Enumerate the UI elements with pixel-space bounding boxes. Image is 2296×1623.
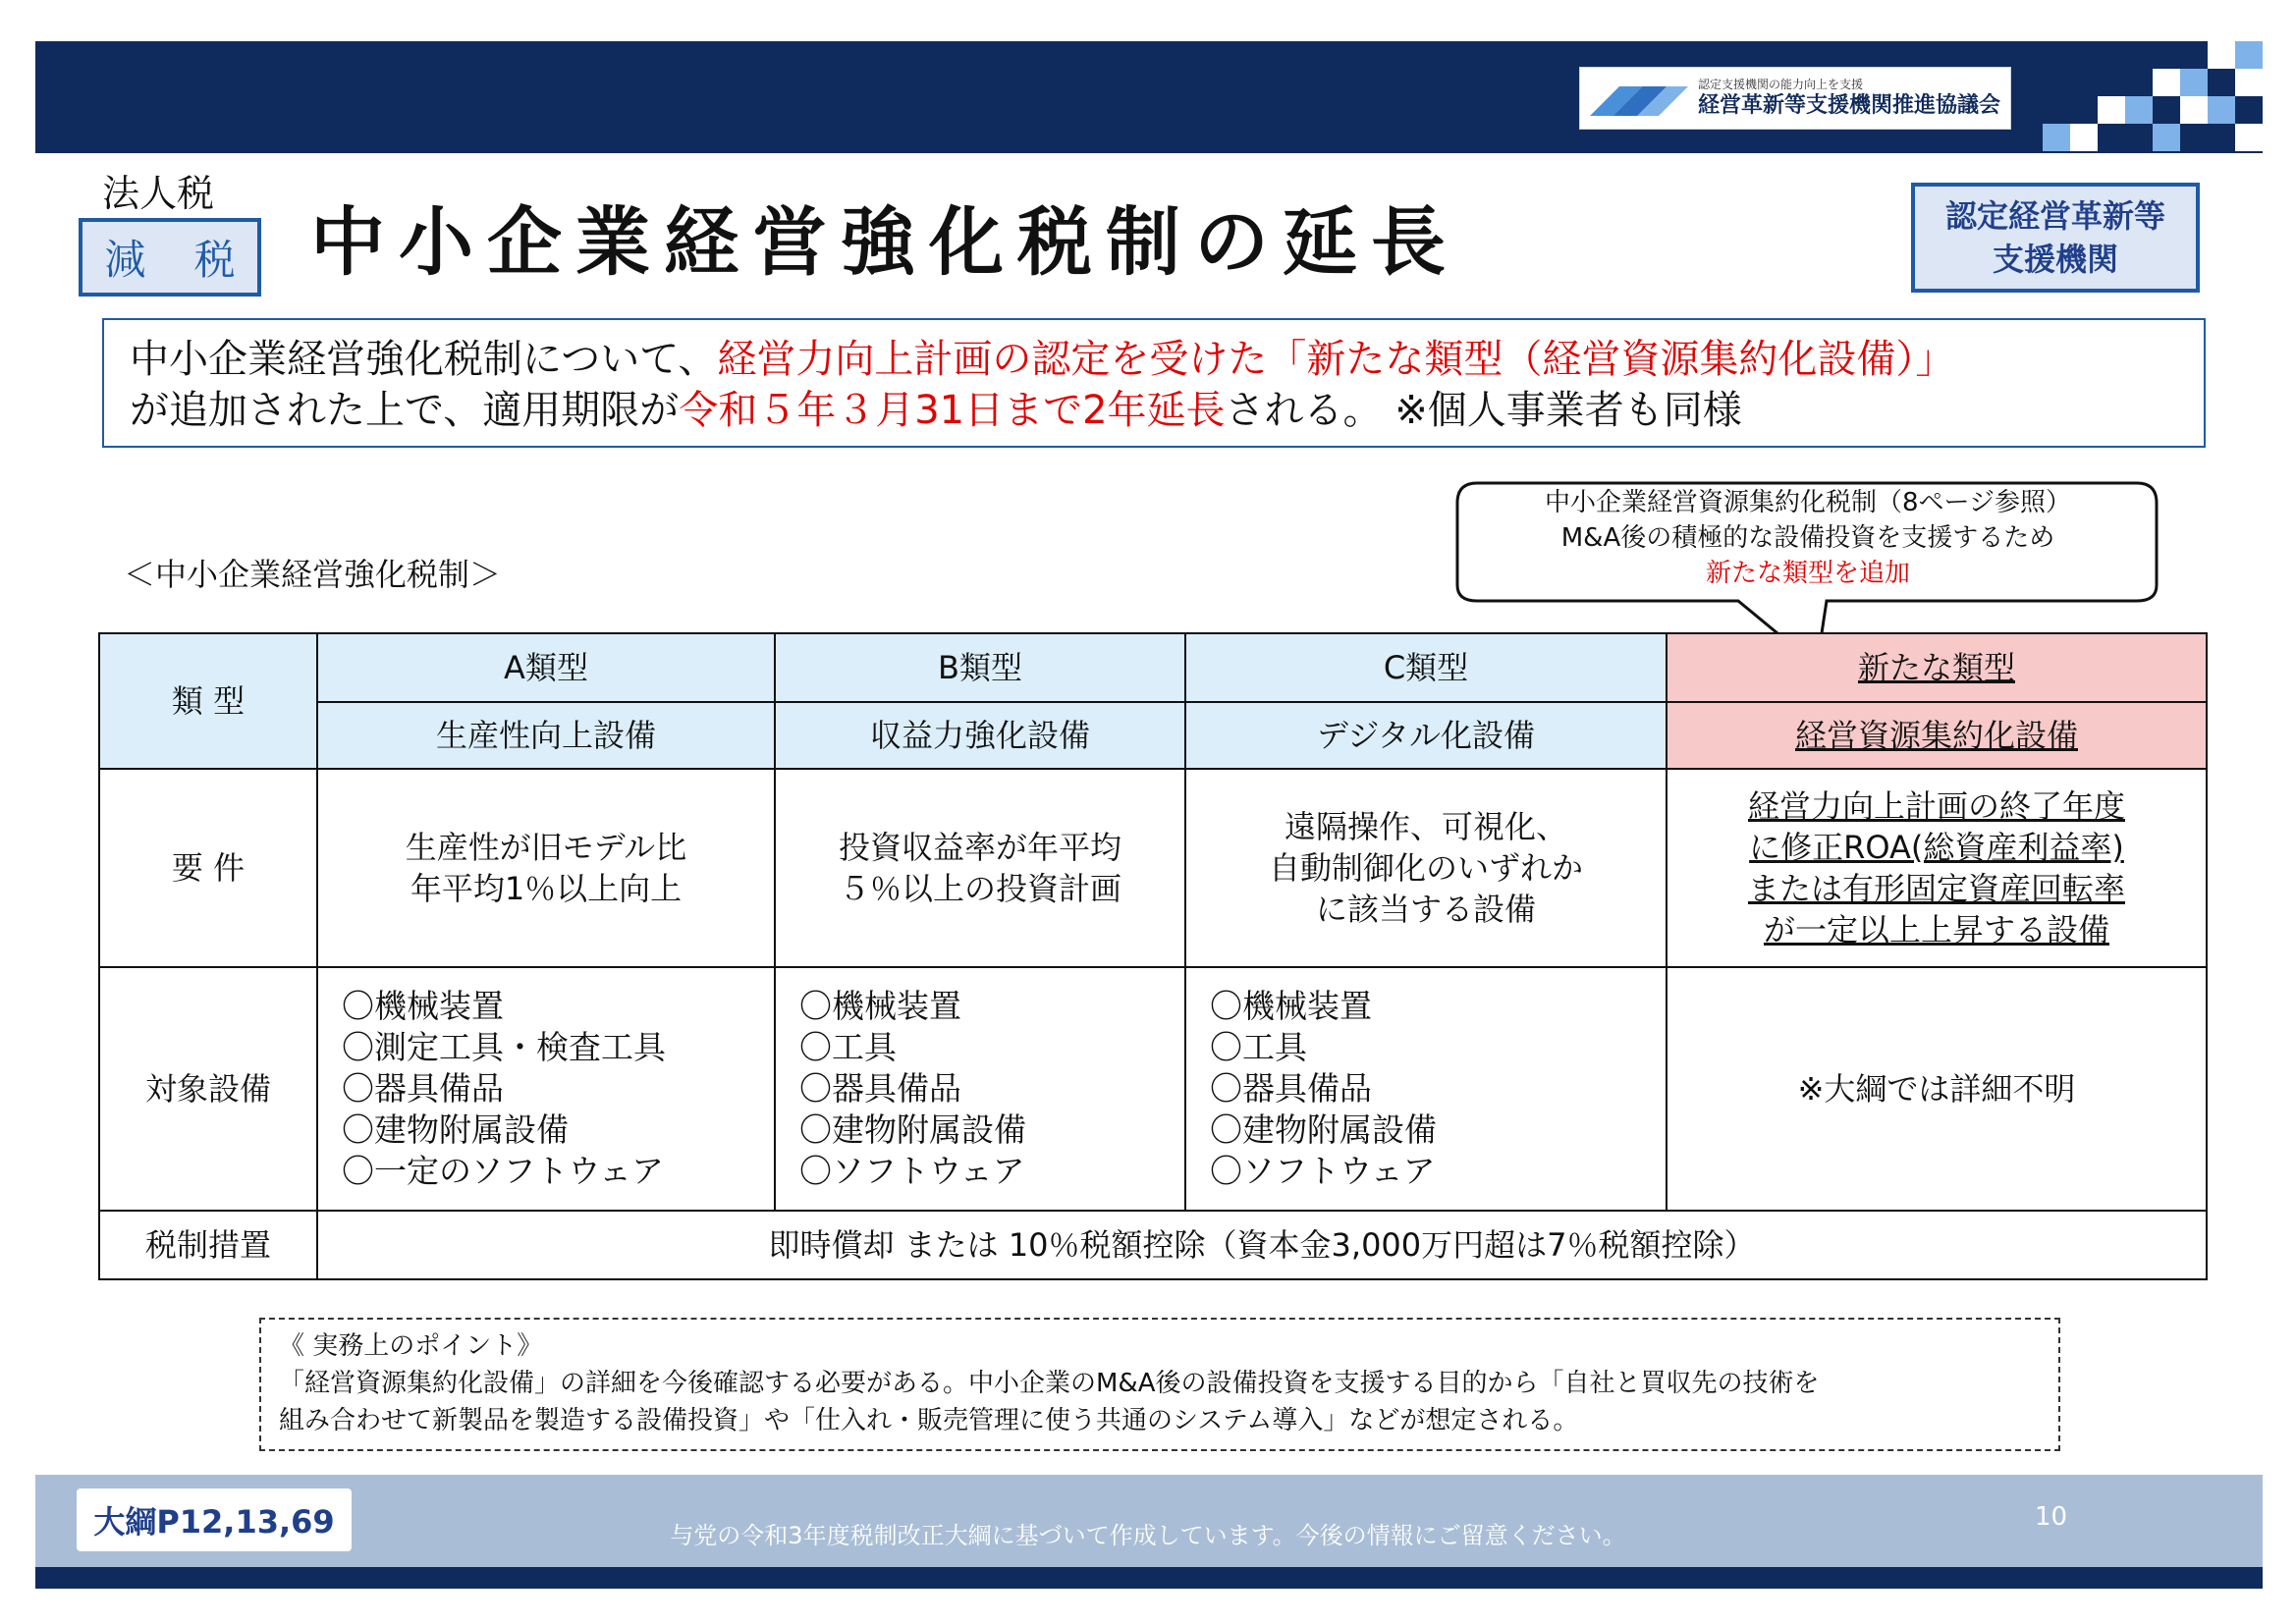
tax-cut-tag: 減 税 [79, 218, 261, 297]
type-c-name: C類型 [1185, 633, 1667, 702]
requirement-new [1667, 769, 2207, 967]
row-label-tax: 税制措置 [99, 1211, 317, 1279]
list-item: 〇器具備品 [1210, 1069, 1372, 1108]
tax-measure: 即時償却 または 10％税額控除（資本金3,000万円超は7％税額控除） [317, 1211, 2207, 1279]
footer-line [35, 1567, 2263, 1589]
org-name: 経営革新等支援機関推進協議会 [1698, 93, 2001, 118]
list-item: 〇器具備品 [799, 1069, 961, 1108]
list-item: 〇ソフトウェア [1210, 1152, 1436, 1190]
callout-line2: M&A後の積極的な設備投資を支援するため [1560, 523, 2055, 553]
row-label-equipment: 対象設備 [99, 967, 317, 1211]
type-c-sub: デジタル化設備 [1185, 702, 1667, 769]
type-new-name: 新たな類型 [1667, 633, 2207, 702]
requirement-new-line: 経営力向上計画の終了年度 [1747, 787, 2125, 825]
requirement-a-line: 生産性が旧モデル比 [405, 829, 687, 866]
type-a-sub: 生産性向上設備 [317, 702, 775, 769]
requirement-c-line: 自動制御化のいずれか [1268, 849, 1583, 887]
outline-reference: 大綱P12,13,69 [77, 1488, 352, 1551]
requirement-a-line: 年平均1％以上向上 [410, 870, 683, 907]
type-b-name: B類型 [775, 633, 1185, 702]
summary-part5: される。 ※個人事業者も同様 [1225, 388, 1742, 433]
equipment-b [775, 967, 1185, 1211]
list-item: 〇一定のソフトウェア [342, 1152, 665, 1190]
table-caption: ＜中小企業経営強化税制＞ [124, 556, 502, 593]
checker-pattern [2043, 41, 2263, 153]
list-item: 〇ソフトウェア [799, 1152, 1025, 1190]
certified-agency-badge [1911, 183, 2200, 293]
callout-text [1463, 485, 2153, 591]
summary-part4: 令和５年３月31日まで2年延長 [679, 388, 1226, 433]
tax-system-table [98, 632, 2208, 1280]
category-label: 法人税 [102, 172, 215, 215]
badge-line2: 支援機関 [1992, 241, 2118, 278]
equipment-c [1185, 967, 1667, 1211]
requirement-b [775, 769, 1185, 967]
requirement-b-line: 投資収益率が年平均 [838, 829, 1121, 866]
practical-points-box [259, 1318, 2060, 1451]
requirement-c [1185, 769, 1667, 967]
page-number: 10 [2035, 1502, 2068, 1532]
badge-line1: 認定経営革新等 [1944, 197, 2165, 235]
summary-box [102, 318, 2206, 448]
list-item: 〇機械装置 [1210, 987, 1372, 1025]
requirement-b-line: ５％以上の投資計画 [838, 870, 1121, 907]
type-new-sub: 経営資源集約化設備 [1667, 702, 2207, 769]
equipment-new: ※大綱では詳細不明 [1667, 967, 2207, 1211]
page-title: 中小企業経営強化税制の延長 [310, 198, 1459, 286]
points-heading: 《 実務上のポイント》 [279, 1331, 543, 1361]
list-item: 〇機械装置 [799, 987, 961, 1025]
requirement-new-line: または有形固定資産回転率 [1747, 870, 2125, 907]
points-line1: 「経営資源集約化設備」の詳細を今後確認する必要がある。中小企業のM&A後の設備投資を支援する目的から「自社と買収先の技術を [279, 1369, 1820, 1398]
row-label-requirement: 要 件 [99, 769, 317, 967]
list-item: 〇工具 [799, 1028, 897, 1066]
requirement-new-line: が一定以上上昇する設備 [1763, 911, 2109, 948]
summary-part3: が追加された上で、適用期限が [130, 388, 680, 433]
org-logo-icon [1590, 77, 1688, 120]
callout-line3: 新たな類型を追加 [1705, 559, 1910, 588]
list-item: 〇建物附属設備 [342, 1110, 569, 1149]
org-subtitle: 認定支援機関の能力向上を支援 [1698, 78, 1864, 91]
equipment-a [317, 967, 775, 1211]
list-item: 〇測定工具・検査工具 [342, 1028, 666, 1066]
org-logo [1579, 67, 2011, 130]
points-line2: 組み合わせて新製品を製造する設備投資」や「仕入れ・販売管理に使う共通のシステム導入」などが想定される。 [279, 1406, 1579, 1435]
list-item: 〇工具 [1210, 1028, 1307, 1066]
type-a-name: A類型 [317, 633, 775, 702]
summary-part1: 中小企業経営強化税制について、 [130, 337, 718, 382]
requirement-c-line: に該当する設備 [1315, 891, 1536, 928]
row-label-type: 類 型 [99, 633, 317, 769]
requirement-c-line: 遠隔操作、可視化、 [1284, 808, 1567, 845]
requirement-a [317, 769, 775, 967]
list-item: 〇建物附属設備 [799, 1110, 1026, 1149]
callout-line1: 中小企業経営資源集約化税制（8ページ参照） [1544, 488, 2072, 517]
list-item: 〇機械装置 [342, 987, 504, 1025]
footer-note: 与党の令和3年度税制改正大綱に基づいて作成しています。今後の情報にご留意ください。 [670, 1522, 1626, 1549]
requirement-new-line: に修正ROA(総資産利益率) [1749, 829, 2124, 866]
list-item: 〇器具備品 [342, 1069, 504, 1108]
type-b-sub: 収益力強化設備 [775, 702, 1185, 769]
list-item: 〇建物附属設備 [1210, 1110, 1437, 1149]
summary-part2: 経営力向上計画の認定を受けた「新たな類型（経営資源集約化設備）」 [717, 337, 1955, 382]
